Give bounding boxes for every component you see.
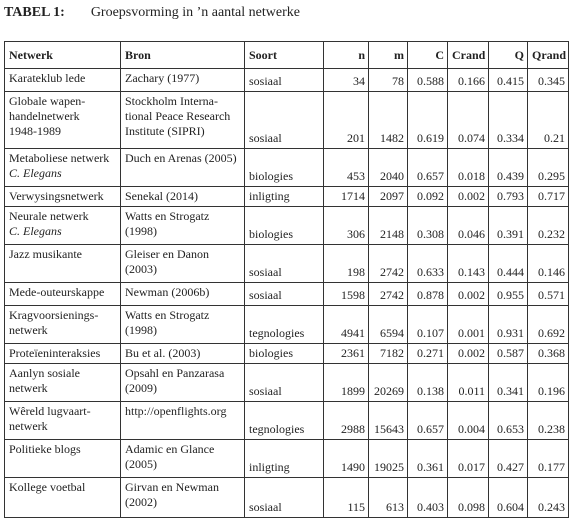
cell-crand: 0.001: [448, 306, 489, 344]
network-name: Wêreld lugvaart- netwerk: [9, 404, 91, 433]
cell-soort: tegnologies: [245, 402, 324, 440]
cell-n: 34: [324, 69, 369, 92]
cell-m: 2040: [369, 149, 408, 187]
cell-m: 613: [369, 478, 408, 518]
cell-n: 1899: [324, 364, 369, 402]
table-row: [5, 149, 569, 187]
cell-soort: biologies: [245, 344, 324, 364]
cell-qrand: 0.196: [528, 364, 569, 402]
header-bron: Bron: [121, 42, 245, 69]
cell-m: 15643: [369, 402, 408, 440]
cell-q: 0.955: [489, 283, 528, 306]
network-name: Karateklub lede: [9, 71, 86, 85]
cell-bron: Opsahl en Panzarasa (2009): [121, 364, 245, 402]
cell-netwerk: [5, 149, 121, 187]
cell-n: 2988: [324, 402, 369, 440]
header-soort: Soort: [245, 42, 324, 69]
cell-q: 0.427: [489, 440, 528, 478]
cell-q: 0.334: [489, 92, 528, 149]
cell-crand: 0.002: [448, 283, 489, 306]
caption-title: Groepsvorming in ’n aantal netwerke: [90, 5, 300, 20]
cell-crand: 0.017: [448, 440, 489, 478]
cell-netwerk: [5, 245, 121, 283]
cell-m: 2742: [369, 245, 408, 283]
network-name: Kollege voetbal: [9, 480, 86, 494]
cell-m: 2148: [369, 207, 408, 245]
cell-crand: 0.046: [448, 207, 489, 245]
network-name: Proteïeninteraksies: [9, 346, 101, 360]
cell-bron: Zachary (1977): [121, 69, 245, 92]
cell-qrand: 0.692: [528, 306, 569, 344]
cell-soort: sosiaal: [245, 69, 324, 92]
cell-crand: 0.011: [448, 364, 489, 402]
header-c: C: [408, 42, 448, 69]
network-table: [4, 41, 569, 518]
cell-bron: Bu et al. (2003): [121, 344, 245, 364]
network-name: Globale wapen- handelnetwerk 1948-1989: [9, 94, 86, 138]
cell-soort: sosiaal: [245, 92, 324, 149]
table-row: [5, 283, 569, 306]
cell-n: 198: [324, 245, 369, 283]
header-netwerk: Netwerk: [5, 42, 121, 69]
cell-crand: 0.002: [448, 344, 489, 364]
cell-crand: 0.018: [448, 149, 489, 187]
cell-c: 0.107: [408, 306, 448, 344]
cell-n: 201: [324, 92, 369, 149]
cell-m: 78: [369, 69, 408, 92]
cell-crand: 0.143: [448, 245, 489, 283]
cell-m: 20269: [369, 364, 408, 402]
cell-q: 0.793: [489, 187, 528, 207]
cell-qrand: 0.177: [528, 440, 569, 478]
cell-c: 0.878: [408, 283, 448, 306]
cell-qrand: 0.146: [528, 245, 569, 283]
cell-netwerk: [5, 306, 121, 344]
network-name: Politieke blogs: [9, 442, 81, 456]
cell-q: 0.931: [489, 306, 528, 344]
cell-netwerk: [5, 364, 121, 402]
cell-c: 0.361: [408, 440, 448, 478]
caption-label: TABEL 1:: [4, 5, 65, 20]
table-row: [5, 187, 569, 207]
table-row: [5, 69, 569, 92]
cell-crand: 0.074: [448, 92, 489, 149]
cell-bron: Duch en Arenas (2005): [121, 149, 245, 187]
header-qrand: Qrand: [528, 42, 569, 69]
cell-q: 0.444: [489, 245, 528, 283]
cell-m: 6594: [369, 306, 408, 344]
cell-soort: sosiaal: [245, 245, 324, 283]
cell-bron: Adamic en Glance (2005): [121, 440, 245, 478]
cell-soort: sosiaal: [245, 478, 324, 518]
cell-c: 0.308: [408, 207, 448, 245]
cell-netwerk: [5, 402, 121, 440]
cell-crand: 0.098: [448, 478, 489, 518]
cell-qrand: 0.238: [528, 402, 569, 440]
cell-soort: inligting: [245, 187, 324, 207]
cell-n: 453: [324, 149, 369, 187]
cell-netwerk: [5, 440, 121, 478]
table-row: [5, 306, 569, 344]
cell-qrand: 0.717: [528, 187, 569, 207]
cell-c: 0.657: [408, 149, 448, 187]
cell-soort: inligting: [245, 440, 324, 478]
header-crand: Crand: [448, 42, 489, 69]
cell-bron: Stockholm Interna- tional Peace Research Institute (SIPRI): [121, 92, 245, 149]
cell-n: 1598: [324, 283, 369, 306]
cell-soort: biologies: [245, 207, 324, 245]
cell-m: 2742: [369, 283, 408, 306]
cell-n: 115: [324, 478, 369, 518]
cell-c: 0.092: [408, 187, 448, 207]
cell-soort: tegnologies: [245, 306, 324, 344]
cell-n: 1490: [324, 440, 369, 478]
cell-crand: 0.004: [448, 402, 489, 440]
cell-q: 0.391: [489, 207, 528, 245]
cell-qrand: 0.21: [528, 92, 569, 149]
cell-crand: 0.002: [448, 187, 489, 207]
cell-m: 19025: [369, 440, 408, 478]
table-row: [5, 440, 569, 478]
network-name: Neurale netwerk: [9, 209, 89, 223]
cell-soort: biologies: [245, 149, 324, 187]
cell-qrand: 0.368: [528, 344, 569, 364]
cell-q: 0.653: [489, 402, 528, 440]
table-body: [5, 69, 569, 518]
cell-soort: sosiaal: [245, 283, 324, 306]
cell-c: 0.588: [408, 69, 448, 92]
cell-netwerk: [5, 92, 121, 149]
network-name: Aanlyn sosiale netwerk: [9, 366, 80, 395]
header-n: n: [324, 42, 369, 69]
table-row: [5, 364, 569, 402]
cell-bron: Newman (2006b): [121, 283, 245, 306]
cell-m: 1482: [369, 92, 408, 149]
cell-n: 4941: [324, 306, 369, 344]
network-name: Mede-outeurskappe: [9, 285, 105, 299]
cell-c: 0.403: [408, 478, 448, 518]
cell-bron: Senekal (2014): [121, 187, 245, 207]
cell-netwerk: [5, 69, 121, 92]
cell-qrand: 0.345: [528, 69, 569, 92]
header-m: m: [369, 42, 408, 69]
cell-n: 2361: [324, 344, 369, 364]
cell-bron: Watts en Strogatz (1998): [121, 306, 245, 344]
cell-q: 0.604: [489, 478, 528, 518]
cell-bron: Girvan en Newman (2002): [121, 478, 245, 518]
cell-q: 0.439: [489, 149, 528, 187]
cell-netwerk: [5, 344, 121, 364]
cell-c: 0.271: [408, 344, 448, 364]
table-row: [5, 92, 569, 149]
cell-crand: 0.166: [448, 69, 489, 92]
network-name: Metaboliese netwerk: [9, 151, 110, 165]
cell-qrand: 0.571: [528, 283, 569, 306]
table-caption: [4, 2, 300, 24]
cell-netwerk: [5, 207, 121, 245]
cell-n: 306: [324, 207, 369, 245]
header-row: [5, 42, 569, 69]
species-name: C. Elegans: [9, 224, 62, 238]
species-name: C. Elegans: [9, 166, 62, 180]
cell-c: 0.657: [408, 402, 448, 440]
cell-m: 2097: [369, 187, 408, 207]
table-row: [5, 402, 569, 440]
table-row: [5, 245, 569, 283]
cell-q: 0.341: [489, 364, 528, 402]
cell-n: 1714: [324, 187, 369, 207]
table-row: [5, 344, 569, 364]
cell-qrand: 0.243: [528, 478, 569, 518]
cell-bron: http://openflights.org: [121, 402, 245, 440]
network-name: Kragvoorsienings- netwerk: [9, 308, 99, 337]
cell-q: 0.587: [489, 344, 528, 364]
header-q: Q: [489, 42, 528, 69]
cell-q: 0.415: [489, 69, 528, 92]
network-name: Jazz musikante: [9, 247, 82, 261]
table-row: [5, 207, 569, 245]
cell-qrand: 0.295: [528, 149, 569, 187]
cell-m: 7182: [369, 344, 408, 364]
cell-netwerk: [5, 187, 121, 207]
cell-c: 0.619: [408, 92, 448, 149]
cell-netwerk: [5, 283, 121, 306]
cell-bron: Gleiser en Danon (2003): [121, 245, 245, 283]
table-row: [5, 478, 569, 518]
cell-qrand: 0.232: [528, 207, 569, 245]
cell-bron: Watts en Strogatz (1998): [121, 207, 245, 245]
network-name: Verwysingsnetwerk: [9, 189, 104, 203]
cell-netwerk: [5, 478, 121, 518]
cell-c: 0.633: [408, 245, 448, 283]
cell-c: 0.138: [408, 364, 448, 402]
cell-soort: sosiaal: [245, 364, 324, 402]
